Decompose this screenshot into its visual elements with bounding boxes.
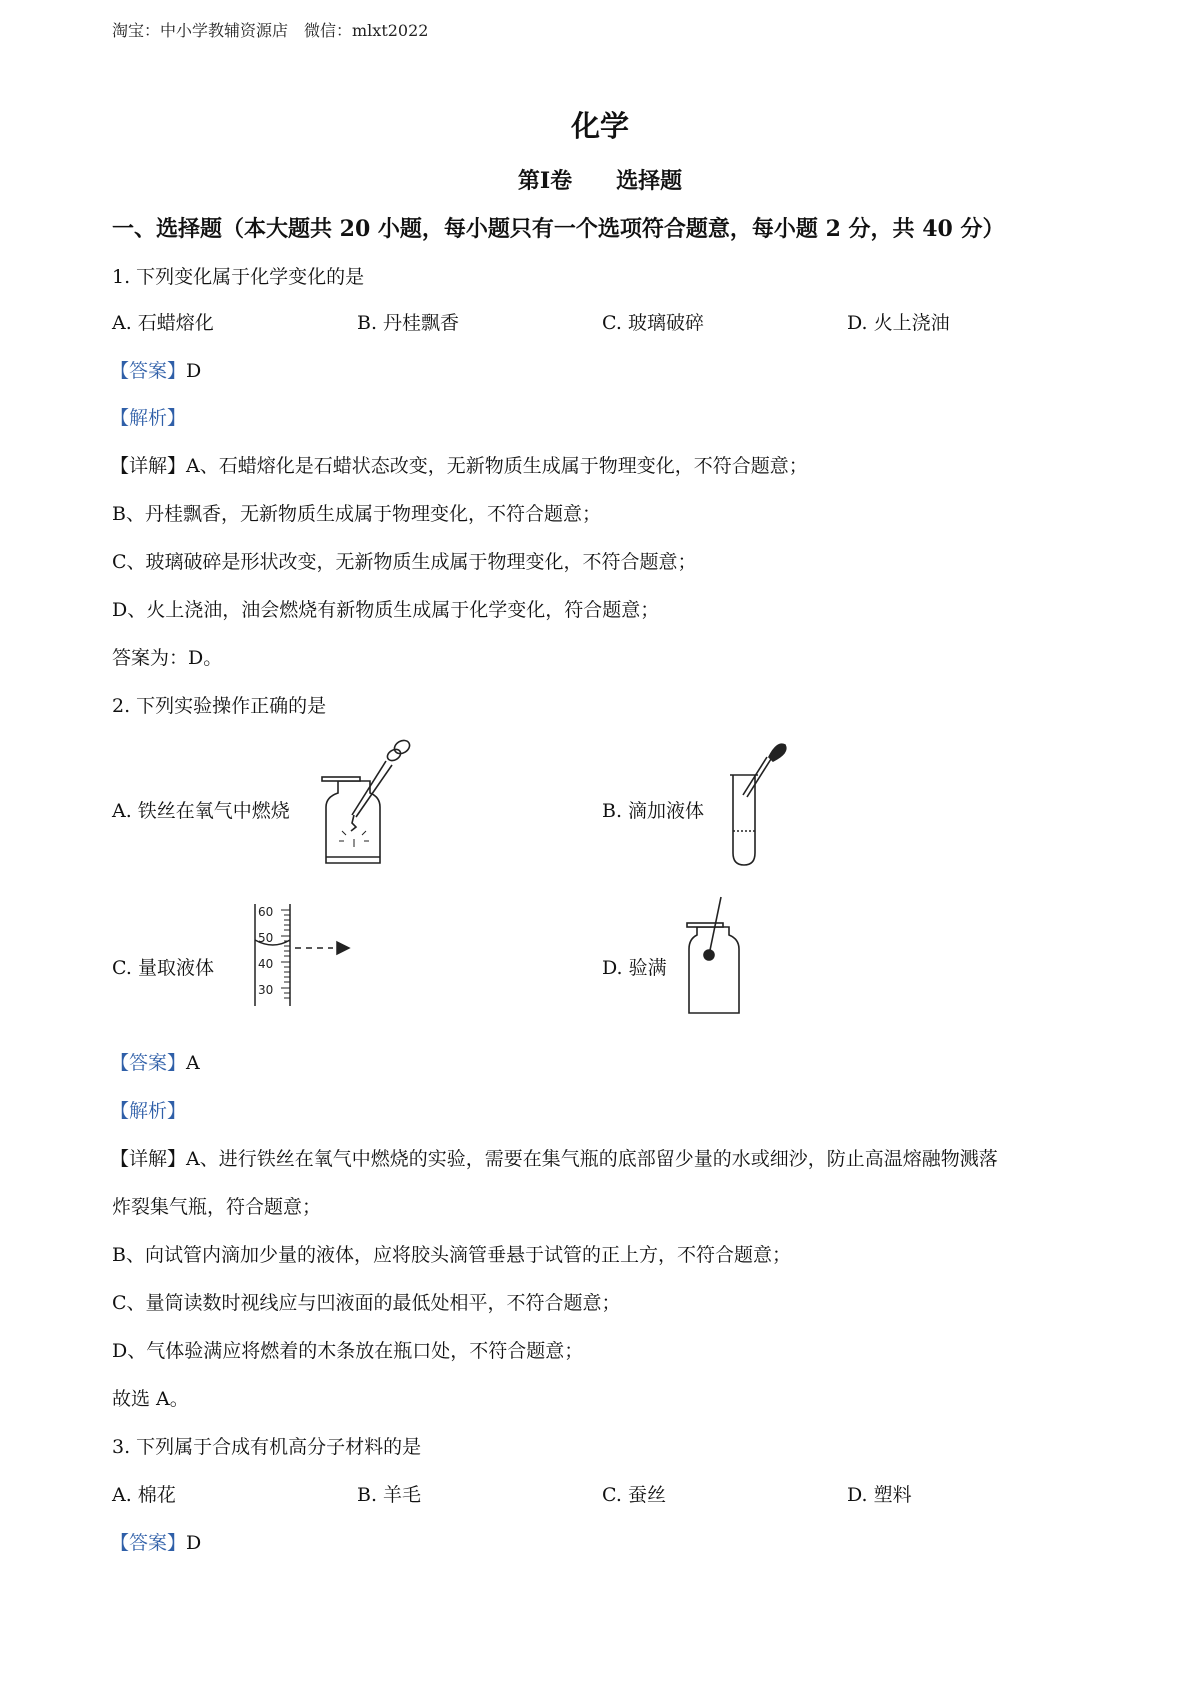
q1-detail [110,451,808,478]
answer-value: A [186,1052,200,1074]
q3-option-b: B. 羊毛 [357,1484,422,1506]
q2-option-b: B. 滴加液体 [602,800,705,822]
question-3-stem: 3. 下列属于合成有机高分子材料的是 [112,1436,422,1458]
answer-label: 【答案】 [110,1052,187,1074]
detail-label: 【详解】 [110,455,187,477]
q2-detail-line: 炸裂集气瓶，符合题意； [112,1196,322,1218]
q1-conclusion: 答案为：D。 [112,647,223,669]
section-heading: 一、选择题（本大题共 20 小题，每小题只有一个选项符合题意，每小题 2 分，共 40 分） [112,216,1005,242]
answer-label: 【答案】 [110,1532,187,1554]
q1-detail-line: D、火上浇油，油会燃烧有新物质生成属于化学变化，符合题意； [112,599,660,621]
answer-label: 【答案】 [110,360,187,382]
q3-option-d: D. 塑料 [847,1484,912,1506]
q1-detail-line: C、玻璃破碎是形状改变，无新物质生成属于物理变化，不符合题意； [112,551,697,573]
gas-test-figure [685,895,755,1020]
q2-conclusion: 故选 A。 [112,1388,189,1410]
q1-option-c: C. 玻璃破碎 [602,312,704,334]
measuring-cylinder-figure [245,900,365,1010]
q1-option-d: D. 火上浇油 [847,312,950,334]
answer-value: D [186,1532,202,1554]
q3-answer [110,1528,201,1555]
cylinder-tick-label: 50 [258,931,274,945]
q2-analysis-label: 【解析】 [110,1100,187,1122]
page-header: 淘宝：中小学教辅资源店 微信：mlxt2022 [112,21,429,40]
q2-detail-line: C、量筒读数时视线应与凹液面的最低处相平，不符合题意； [112,1292,621,1314]
q1-analysis-label: 【解析】 [110,407,187,429]
detail-label: 【详解】 [110,1148,187,1170]
q2-detail-line: D、气体验满应将燃着的木条放在瓶口处，不符合题意； [112,1340,584,1362]
q2-option-c: C. 量取液体 [112,957,214,979]
q2-option-a: A. 铁丝在氧气中燃烧 [112,800,290,822]
q3-option-c: C. 蚕丝 [602,1484,666,1506]
answer-value: D [186,360,202,382]
page-title: 化学 [570,109,629,143]
iron-combustion-figure [318,735,428,870]
detail-text: A、进行铁丝在氧气中燃烧的实验，需要在集气瓶的底部留少量的水或细沙，防止高温熔融物溅落 [186,1148,998,1170]
q1-answer [110,356,201,383]
cylinder-tick-label: 30 [258,983,274,997]
question-1-stem: 1. 下列变化属于化学变化的是 [112,266,365,288]
question-2-stem: 2. 下列实验操作正确的是 [112,695,327,717]
q3-option-a: A. 棉花 [112,1484,176,1506]
dropper-figure [725,735,795,870]
q2-option-d: D. 验满 [602,957,667,979]
cylinder-tick-label: 40 [258,957,274,971]
q1-detail-line: B、丹桂飘香，无新物质生成属于物理变化，不符合题意； [112,503,601,525]
q1-option-b: B. 丹桂飘香 [357,312,460,334]
q2-detail [110,1144,998,1171]
detail-text: A、石蜡熔化是石蜡状态改变，无新物质生成属于物理变化，不符合题意； [186,455,808,477]
volume-subtitle: 第Ⅰ卷 选择题 [517,168,683,194]
q2-detail-line: B、向试管内滴加少量的液体，应将胶头滴管垂悬于试管的正上方，不符合题意； [112,1244,791,1266]
cylinder-tick-label: 60 [258,905,274,919]
q2-answer [110,1048,200,1075]
q1-option-a: A. 石蜡熔化 [112,312,214,334]
